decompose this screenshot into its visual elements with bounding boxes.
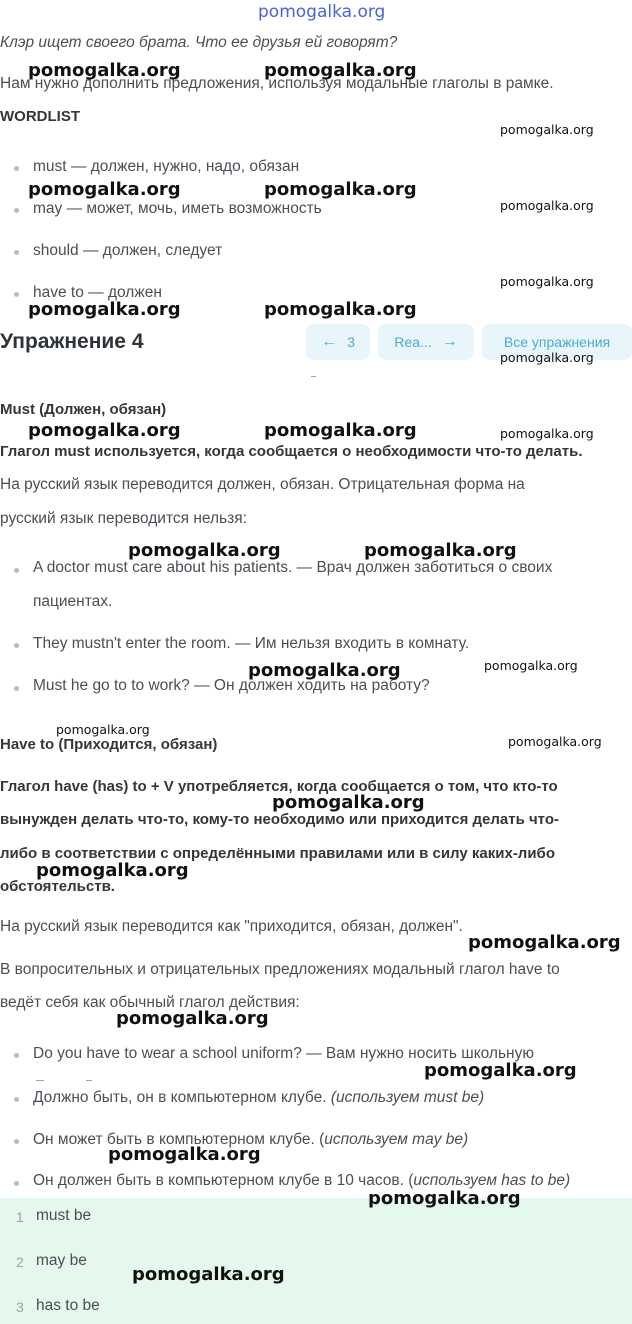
watermark: pomogalka.org <box>56 722 150 737</box>
have-to-rule: вынужден делать что-то, кому-то необходимо или приходится делать что- <box>0 811 559 828</box>
answer-number: 2 <box>16 1254 24 1270</box>
top-watermark: pomogalka.org <box>258 2 386 22</box>
prev-exercise-label: 3 <box>347 334 355 350</box>
watermark: pomogalka.org <box>424 1060 577 1081</box>
watermark: pomogalka.org <box>128 540 281 561</box>
next-exercise-button[interactable] <box>378 324 474 360</box>
watermark: pomogalka.org <box>500 350 594 365</box>
must-example: They mustn't enter the room. — Им нельзя входить в комнату. <box>33 635 470 652</box>
have-to-rule: Глагол have (has) to + V употребляется, когда сообщается о том, что кто-то <box>0 778 558 795</box>
have-to-example: Do you have to wear a school uniform? — Вам нужно носить школьную <box>33 1045 534 1062</box>
exercise-title: Упражнение 4 <box>0 330 144 353</box>
answer-number: 1 <box>16 1209 24 1225</box>
watermark: pomogalka.org <box>508 734 602 749</box>
wordlist-item: have to — должен <box>33 284 162 301</box>
must-example: пациентах. <box>33 593 113 610</box>
intro-question: Клэр ищет своего брата. Что ее друзья ей говорят? <box>0 34 398 51</box>
must-translation: На русский язык переводится должен, обязан. Отрицательная форма на <box>0 476 525 493</box>
bullet-icon <box>14 292 19 297</box>
answer-number: 3 <box>16 1299 24 1315</box>
wordlist-item: should — должен, следует <box>33 242 223 259</box>
must-example: A doctor must care about his patients. — Врач должен заботиться о своих <box>33 559 553 576</box>
next-exercise-label: Rea... <box>394 334 432 350</box>
explanation-text: Должно быть, он в компьютерном клубе. <box>33 1089 331 1106</box>
have-to-translation: На русский язык переводится как "приходится, обязан, должен". <box>0 918 463 935</box>
answer-text: has to be <box>36 1297 100 1314</box>
watermark: pomogalka.org <box>132 1264 285 1285</box>
bullet-icon <box>14 208 19 213</box>
bullet-icon <box>14 1139 19 1144</box>
have-to-question-note: В вопросительных и отрицательных предложениях модальный глагол have to <box>0 961 560 978</box>
have-to-question-note: ведёт себя как обычный глагол действия: <box>0 994 300 1011</box>
bullet-icon <box>14 1053 19 1058</box>
bullet-icon <box>14 1181 19 1186</box>
explanation-note: используем has to be) <box>413 1172 571 1189</box>
watermark: pomogalka.org <box>36 860 189 881</box>
bullet-icon <box>14 568 19 573</box>
arrow-right-icon: → <box>441 333 458 350</box>
watermark: pomogalka.org <box>368 1188 521 1209</box>
watermark: pomogalka.org <box>28 60 181 81</box>
watermark: pomogalka.org <box>28 299 181 320</box>
divider <box>36 1080 44 1081</box>
watermark: pomogalka.org <box>28 420 181 441</box>
answer-text: may be <box>36 1252 87 1269</box>
bullet-icon <box>14 250 19 255</box>
arrow-left-icon: ← <box>321 333 338 350</box>
answer-text: must be <box>36 1207 92 1224</box>
explanation-note: (используем must be) <box>330 1089 485 1106</box>
explanation-text: Он может быть в компьютерном клубе. ( <box>33 1131 325 1148</box>
watermark: pomogalka.org <box>264 420 417 441</box>
bullet-icon <box>14 1097 19 1102</box>
watermark: pomogalka.org <box>264 60 417 81</box>
bullet-icon <box>14 686 19 691</box>
must-example: Must he go to to work? — Он должен ходить на работу? <box>33 677 430 694</box>
must-heading: Must (Должен, обязан) <box>0 401 167 418</box>
divider <box>311 376 316 377</box>
all-exercises-label: Все упражнения <box>503 334 611 350</box>
must-rule: Глагол must используется, когда сообщается о необходимости что-то делать. <box>0 443 583 460</box>
watermark: pomogalka.org <box>264 179 417 200</box>
have-to-rule: либо в соответствии с определёнными правилами или в силу каких-либо <box>0 845 555 862</box>
watermark: pomogalka.org <box>468 932 621 953</box>
intro-task: Нам нужно дополнить предложения, используя модальные глаголы в рамке. <box>0 75 554 92</box>
watermark: pomogalka.org <box>500 122 594 137</box>
watermark: pomogalka.org <box>364 540 517 561</box>
watermark: pomogalka.org <box>116 1008 269 1029</box>
bullet-icon <box>14 643 19 648</box>
have-to-rule: обстоятельств. <box>0 878 115 895</box>
watermark: pomogalka.org <box>500 198 594 213</box>
explanation-text: Он должен быть в компьютерном клубе в 10 часов. ( <box>33 1172 414 1189</box>
watermark: pomogalka.org <box>108 1144 261 1165</box>
bullet-icon <box>14 166 19 171</box>
answers-panel <box>0 1198 632 1324</box>
explanation-item <box>33 1089 484 1107</box>
watermark: pomogalka.org <box>264 299 417 320</box>
wordlist-item: must — должен, нужно, надо, обязан <box>33 158 300 175</box>
watermark: pomogalka.org <box>500 274 594 289</box>
watermark: pomogalka.org <box>28 179 181 200</box>
wordlist-title: WORDLIST <box>0 108 80 125</box>
prev-exercise-button[interactable] <box>306 324 370 360</box>
divider <box>86 1080 92 1081</box>
watermark: pomogalka.org <box>248 660 401 681</box>
must-translation: русский язык переводится нельзя: <box>0 510 247 527</box>
explanation-note: используем may be) <box>324 1131 469 1148</box>
watermark: pomogalka.org <box>484 658 578 673</box>
watermark: pomogalka.org <box>272 792 425 813</box>
watermark: pomogalka.org <box>500 426 594 441</box>
have-to-heading: Have to (Приходится, обязан) <box>0 736 218 753</box>
wordlist-item: may — может, мочь, иметь возможность <box>33 200 322 217</box>
